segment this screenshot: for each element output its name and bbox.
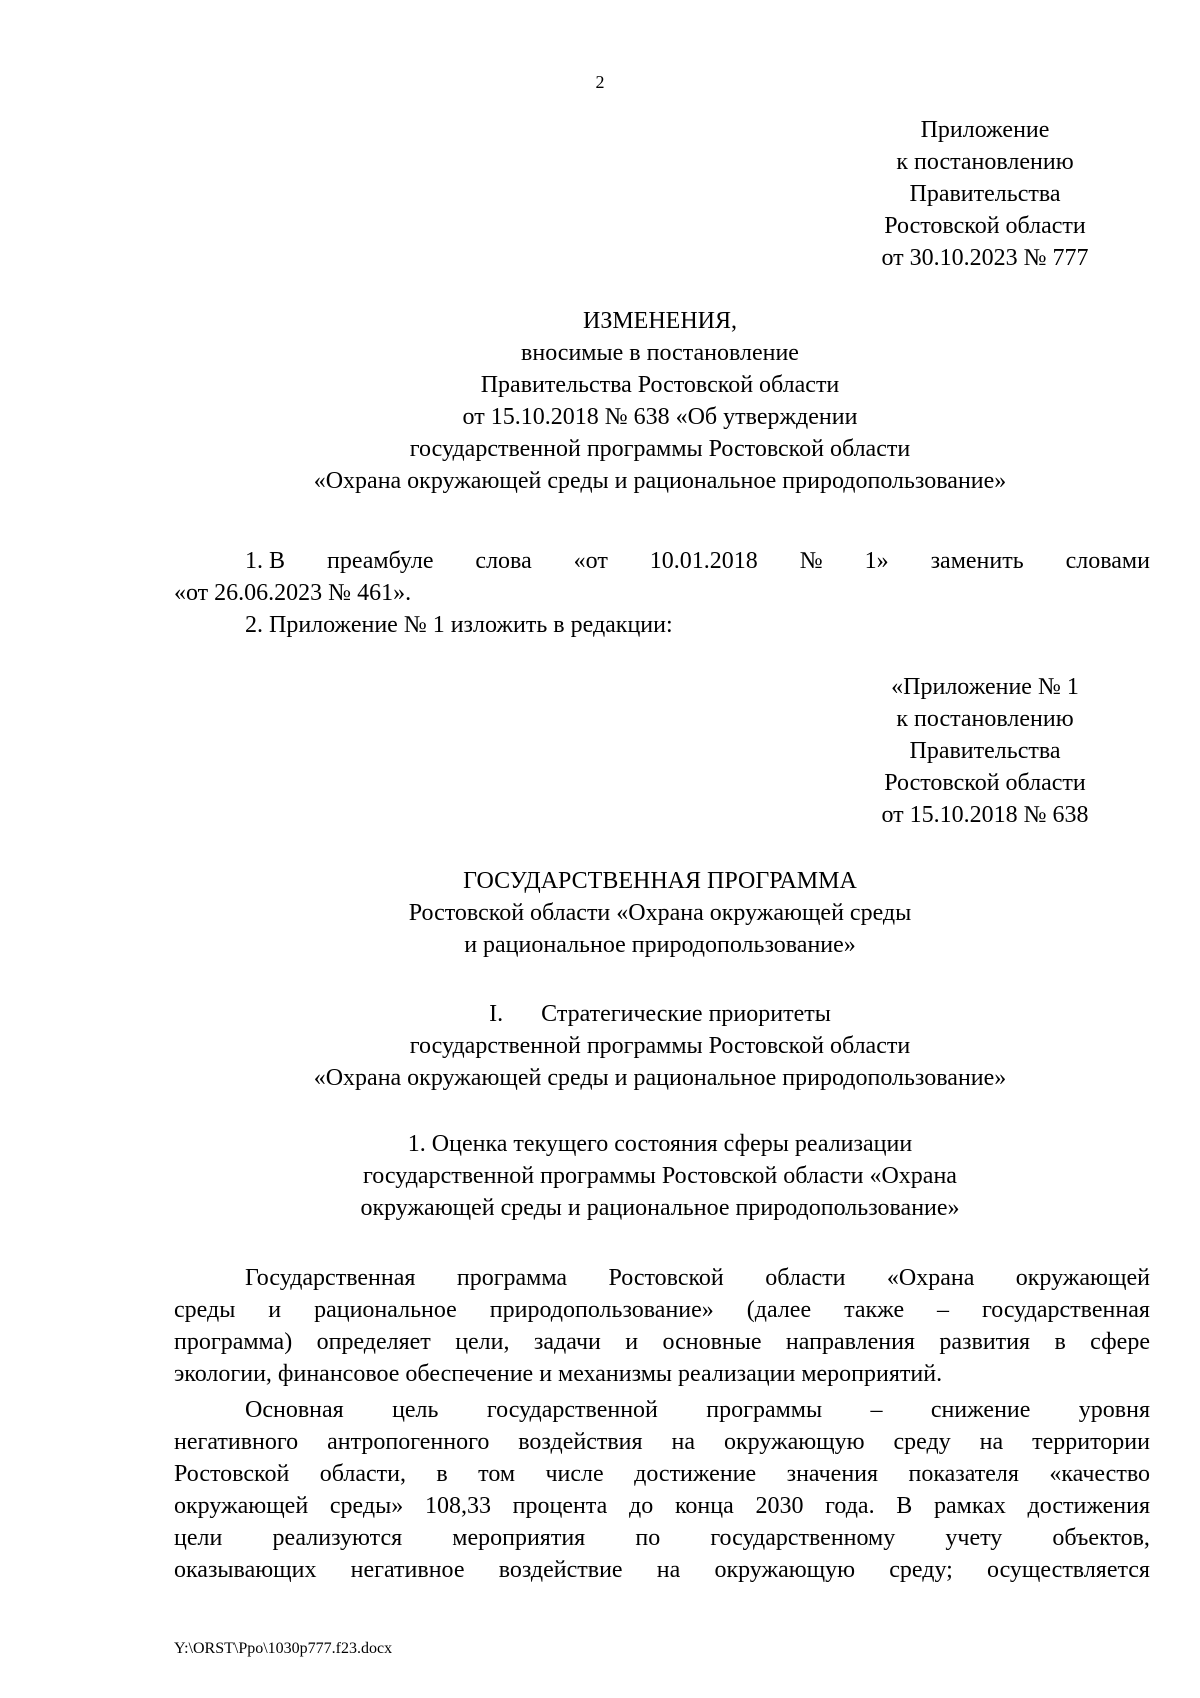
word: среду;	[889, 1557, 953, 1583]
word: на	[671, 1429, 695, 1455]
paragraph-line	[174, 1394, 1150, 1426]
word: среду	[893, 1429, 951, 1455]
item-2-text: 2. Приложение № 1 изложить в редакции:	[245, 612, 673, 638]
section-title-text: Стратегические приоритеты	[541, 1001, 831, 1027]
word: государственной	[486, 1397, 658, 1423]
approval-block-top	[800, 114, 1170, 274]
word: цель	[392, 1397, 439, 1423]
paragraph-line: экологии, финансовое обеспечение и механизмы реализации мероприятий.	[174, 1361, 943, 1387]
word: 1»	[864, 548, 889, 574]
word: (далее	[746, 1297, 812, 1323]
word: области	[765, 1265, 846, 1291]
word: программа	[456, 1265, 568, 1291]
word: развития	[939, 1329, 1031, 1355]
file-path-footer: Y:\ORST\Ppo\1030p777.f23.docx	[174, 1640, 393, 1657]
word: –	[870, 1397, 883, 1423]
title-line: окружающей среды и рациональное природопользование»	[360, 1195, 960, 1221]
word: осуществляется	[987, 1557, 1150, 1583]
word: словами	[1065, 548, 1150, 574]
approval-line: Ростовской области	[884, 770, 1086, 796]
word: окружающую	[714, 1557, 856, 1583]
item-1-line-1	[174, 545, 1150, 577]
word: на	[656, 1557, 681, 1583]
word: окружающей	[1015, 1265, 1150, 1291]
title-line: Правительства Ростовской области	[480, 372, 840, 398]
word: 10.01.2018	[649, 548, 758, 574]
word: «от	[573, 548, 608, 574]
word: слова	[475, 548, 532, 574]
word: территории	[1032, 1429, 1150, 1455]
approval-line: от 30.10.2023 № 777	[881, 245, 1089, 271]
word: воздействие	[498, 1557, 623, 1583]
paragraph-line	[174, 1426, 1150, 1458]
word: в	[1054, 1329, 1066, 1355]
title-line: от 15.10.2018 № 638 «Об утверждении	[462, 404, 858, 430]
approval-line: Ростовской области	[884, 213, 1086, 239]
approval-block-appendix	[800, 671, 1170, 831]
title-line: ГОСУДАРСТВЕННАЯ ПРОГРАММА	[463, 868, 857, 894]
word: среды»	[329, 1493, 404, 1519]
approval-line: к постановлению	[896, 706, 1074, 732]
word: негативного	[174, 1429, 299, 1455]
word: программа)	[174, 1329, 293, 1355]
word: среды	[174, 1297, 236, 1323]
item-1-line-2: «от 26.06.2023 № 461».	[174, 580, 412, 606]
word: преамбуле	[326, 548, 434, 574]
word: №	[799, 548, 823, 574]
word: значения	[786, 1461, 879, 1487]
word: достижения	[1027, 1493, 1150, 1519]
word: определяет	[316, 1329, 431, 1355]
word: «качество	[1049, 1461, 1150, 1487]
word: процента	[512, 1493, 608, 1519]
section-title-line-1	[170, 998, 1150, 1030]
word: Ростовской	[174, 1461, 290, 1487]
approval-line: «Приложение № 1	[891, 674, 1079, 700]
word: негативное	[350, 1557, 465, 1583]
word: антропогенного	[327, 1429, 490, 1455]
word: цели	[174, 1525, 223, 1551]
title-line: 1. Оценка текущего состояния сферы реализации	[407, 1131, 913, 1157]
section-title	[170, 998, 1150, 1094]
word: 1. В	[245, 548, 286, 574]
word: программы	[706, 1397, 823, 1423]
word: объектов,	[1052, 1525, 1150, 1551]
word: оказывающих	[174, 1557, 317, 1583]
word: числе	[545, 1461, 604, 1487]
word: государственному	[710, 1525, 896, 1551]
approval-line: к постановлению	[896, 149, 1074, 175]
word: 108,33	[424, 1493, 491, 1519]
section-roman-numeral: I.	[489, 1001, 504, 1027]
word: окружающей	[174, 1493, 309, 1519]
word: года.	[825, 1493, 875, 1519]
word: и	[625, 1329, 639, 1355]
word: также	[844, 1297, 905, 1323]
word: показателя	[908, 1461, 1019, 1487]
word: Основная	[245, 1397, 344, 1423]
word: заменить	[930, 548, 1024, 574]
word: снижение	[930, 1397, 1031, 1423]
word: в	[436, 1461, 448, 1487]
word: конца	[674, 1493, 734, 1519]
word: воздействия	[518, 1429, 643, 1455]
approval-line: Приложение	[920, 117, 1050, 143]
word: направления	[785, 1329, 915, 1355]
page-number: 2	[595, 72, 605, 92]
paragraph-line	[174, 1490, 1150, 1522]
word: по	[635, 1525, 661, 1551]
paragraph-line	[174, 1522, 1150, 1554]
approval-line: от 15.10.2018 № 638	[881, 802, 1089, 828]
title-line: государственной программы Ростовской области	[409, 1033, 911, 1059]
word: –	[937, 1297, 950, 1323]
word: учету	[945, 1525, 1003, 1551]
item-1	[174, 545, 1150, 609]
program-title	[170, 865, 1150, 961]
word: на	[979, 1429, 1004, 1455]
word: достижение	[634, 1461, 757, 1487]
changes-title	[170, 305, 1150, 497]
word: Государственная	[245, 1265, 416, 1291]
title-line: Ростовской области «Охрана окружающей среды	[408, 900, 912, 926]
word: и	[268, 1297, 282, 1323]
word: реализуются	[272, 1525, 403, 1551]
paragraph-line	[174, 1294, 1150, 1326]
word: до	[629, 1493, 654, 1519]
title-line: «Охрана окружающей среды и рациональное природопользование»	[313, 468, 1007, 494]
word: рамках	[934, 1493, 1006, 1519]
word: государственная	[982, 1297, 1150, 1323]
word: В	[896, 1493, 913, 1519]
word: том	[478, 1461, 516, 1487]
paragraph-line	[174, 1326, 1150, 1358]
title-line: «Охрана окружающей среды и рациональное природопользование»	[313, 1065, 1007, 1091]
word: рациональное	[314, 1297, 457, 1323]
word: цели,	[455, 1329, 510, 1355]
word: Ростовской	[608, 1265, 724, 1291]
title-line: ИЗМЕНЕНИЯ,	[582, 308, 738, 334]
paragraph-line	[174, 1554, 1150, 1586]
word: природопользование»	[489, 1297, 714, 1323]
title-line: государственной программы Ростовской области «Охрана	[363, 1163, 957, 1189]
word: области,	[319, 1461, 406, 1487]
word: 2030	[755, 1493, 804, 1519]
word: основные	[662, 1329, 762, 1355]
word: мероприятия	[452, 1525, 586, 1551]
item-2	[174, 609, 1150, 641]
subsection-title	[170, 1128, 1150, 1224]
word: окружающую	[723, 1429, 865, 1455]
approval-line: Правительства	[909, 738, 1061, 764]
word: сфере	[1090, 1329, 1150, 1355]
word: уровня	[1078, 1397, 1150, 1423]
approval-line: Правительства	[909, 181, 1061, 207]
word: «Охрана	[886, 1265, 975, 1291]
title-line: государственной программы Ростовской области	[409, 436, 911, 462]
paragraph-line	[174, 1458, 1150, 1490]
title-line: и рациональное природопользование»	[464, 932, 856, 958]
word: задачи	[533, 1329, 601, 1355]
title-line: вносимые в постановление	[521, 340, 799, 366]
paragraph-line	[174, 1262, 1150, 1294]
paragraph-program-description	[174, 1262, 1150, 1390]
paragraph-program-goal	[174, 1394, 1150, 1586]
